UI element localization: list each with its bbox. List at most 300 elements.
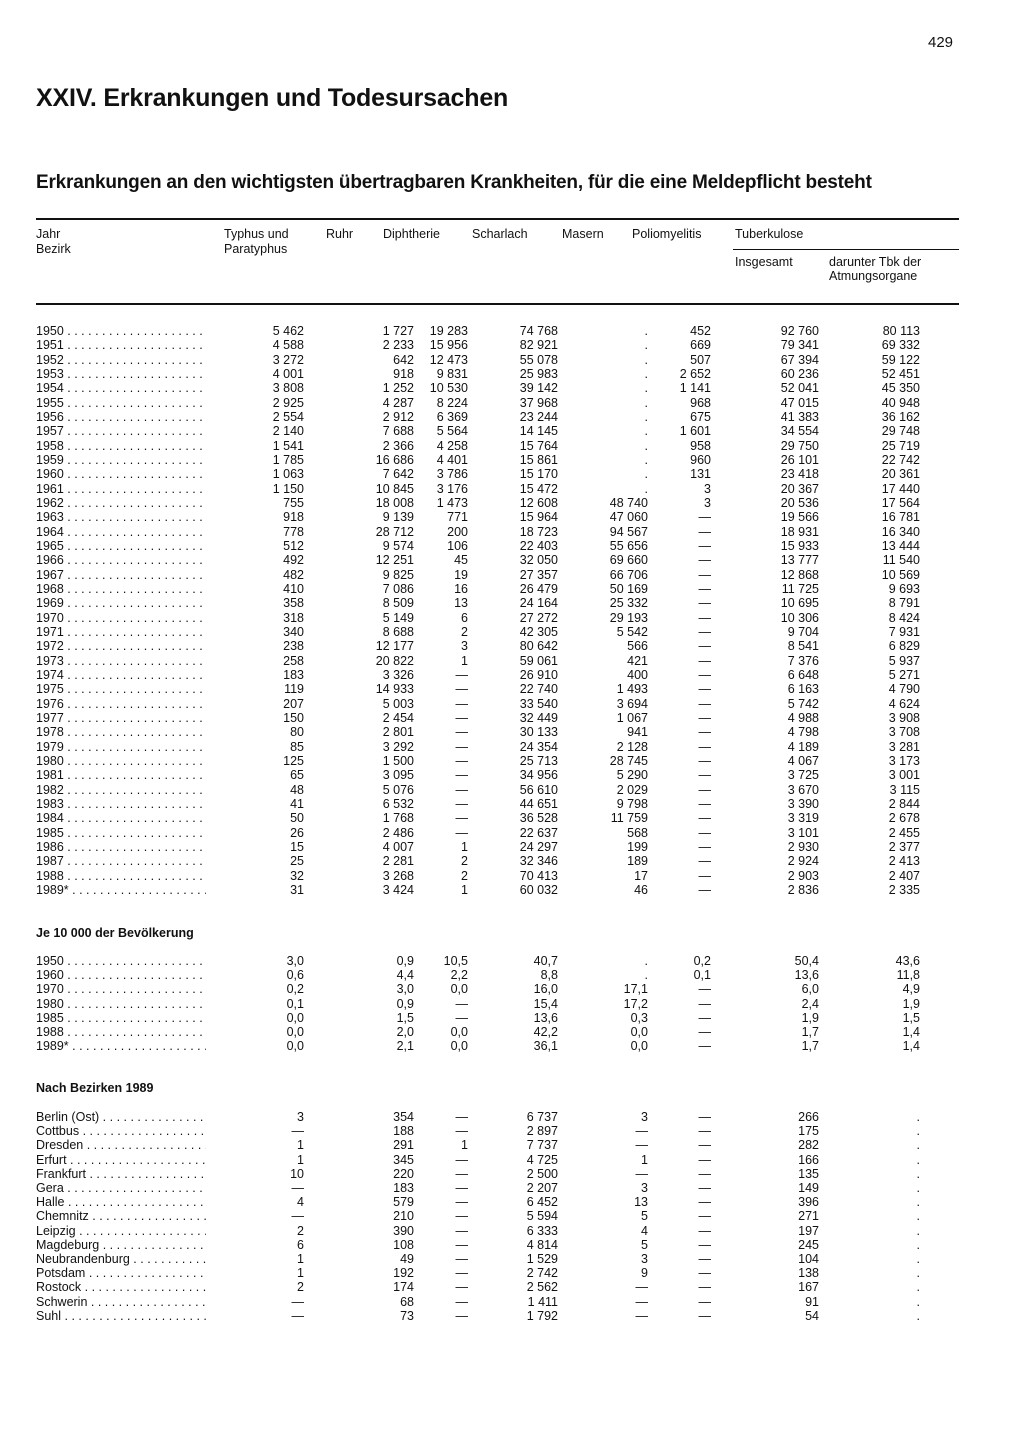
row-label: 1984 . . . (36, 811, 206, 825)
table-cell: 3,0 (286, 954, 304, 968)
table-cell: 85 (290, 739, 304, 754)
table-cell: 27 357 (519, 567, 558, 582)
table-cell: 2,4 (801, 996, 819, 1011)
row-label: 1974 . . . (36, 668, 206, 682)
table-cell: — (698, 1280, 711, 1295)
table-cell: 5 (641, 1237, 648, 1252)
table-cell: 421 (627, 653, 648, 668)
table-cell: — (698, 1025, 711, 1039)
table-cell: 0,2 (693, 954, 711, 968)
table-cell: 6 452 (526, 1195, 558, 1210)
table-cell: 396 (798, 1195, 819, 1210)
table-cell: 2 (297, 1280, 304, 1295)
table-row (36, 1011, 956, 1025)
table-cell: 60 032 (519, 882, 558, 897)
table-cell: 1,4 (902, 1025, 920, 1039)
section-heading-per-10000: Je 10 000 der Bevölkerung (36, 926, 194, 940)
table-cell: 20 367 (780, 481, 819, 496)
table-cell: 69 660 (609, 553, 648, 568)
table-cell: 958 (690, 438, 711, 453)
table-cell: 16 781 (881, 510, 920, 525)
table-cell: . (644, 452, 648, 467)
table-cell: — (698, 982, 711, 997)
table-cell: — (455, 1223, 468, 1238)
table-cell: 3 (641, 1181, 648, 1195)
table-cell: 42,2 (533, 1025, 558, 1039)
table-cell: — (698, 710, 711, 725)
table-cell: — (635, 1124, 648, 1139)
table-cell: — (698, 1010, 711, 1025)
table-cell: — (455, 825, 468, 840)
table-cell: 10 306 (780, 610, 819, 625)
table-row (36, 525, 956, 539)
table-cell: 48 740 (609, 495, 648, 510)
table-cell: 68 (400, 1294, 414, 1309)
table-cell: 5 149 (382, 610, 414, 625)
table-cell: 3 908 (888, 710, 920, 725)
table-cell: — (698, 782, 711, 797)
table-cell: 3 326 (382, 667, 414, 682)
table-row (36, 840, 956, 854)
table-row (36, 596, 956, 610)
table-cell: 48 (290, 782, 304, 797)
table-cell: 42 305 (519, 624, 558, 639)
table-cell: 12 251 (375, 553, 414, 568)
table-row (36, 968, 956, 982)
table-cell: 2 (461, 854, 468, 869)
table-cell: 0,0 (630, 1025, 648, 1039)
table-cell: 5 003 (382, 696, 414, 711)
table-row (36, 1025, 956, 1039)
table-cell: 52 041 (780, 381, 819, 396)
table-cell: 2 366 (382, 438, 414, 453)
table-cell: 642 (393, 352, 414, 367)
table-cell: 13 (634, 1195, 648, 1210)
table-cell: — (455, 1152, 468, 1167)
table-cell: 4 001 (272, 366, 304, 381)
table-cell: 13,6 (794, 968, 819, 983)
table-cell: 19 566 (780, 510, 819, 525)
row-label: 1963 . . . (36, 510, 206, 524)
table-cell: 22 742 (881, 452, 920, 467)
table-cell: 507 (690, 352, 711, 367)
table-cell: . (916, 1294, 920, 1309)
row-label: 1985 . . . (36, 826, 206, 840)
table-cell: — (698, 581, 711, 596)
page-number: 429 (928, 34, 954, 51)
table-cell: 26 479 (519, 581, 558, 596)
table-cell: . (916, 1280, 920, 1295)
tuberkulose-rule (733, 249, 959, 250)
table-row (36, 1266, 956, 1280)
table-row (36, 639, 956, 653)
table-cell: 10,5 (443, 954, 468, 968)
table-cell: . (644, 968, 648, 983)
table-cell: — (698, 1138, 711, 1153)
table-cell: 1 500 (382, 753, 414, 768)
table-cell: 3 (641, 1110, 648, 1124)
table-cell: 125 (283, 753, 304, 768)
table-cell: — (698, 1181, 711, 1195)
row-label: 1973 . . . (36, 654, 206, 668)
table-row (36, 1309, 956, 1323)
table-cell: 3 670 (787, 782, 819, 797)
table-cell: 41 383 (780, 409, 819, 424)
table-cell: . (916, 1237, 920, 1252)
table-cell: 69 332 (881, 338, 920, 353)
table-cell: 266 (798, 1110, 819, 1124)
table-cell: — (698, 567, 711, 582)
table-cell: — (455, 667, 468, 682)
row-label: 1980 . . . (36, 997, 206, 1011)
table-cell: 74 768 (519, 324, 558, 338)
table-cell: 3 101 (787, 825, 819, 840)
table-row (36, 811, 956, 825)
table-cell: 5 564 (436, 424, 468, 439)
table-cell: 106 (447, 538, 468, 553)
table-cell: 11 725 (781, 581, 819, 596)
table-cell: — (698, 596, 711, 611)
header-poliomyelitis: Poliomyelitis (632, 227, 702, 241)
table-cell: 32 346 (519, 854, 558, 869)
table-cell: 220 (393, 1166, 414, 1181)
table-cell: 3 786 (436, 467, 468, 482)
table-cell: — (455, 682, 468, 697)
table-cell: 192 (393, 1266, 414, 1281)
table-cell: 8 424 (888, 610, 920, 625)
table-row (36, 668, 956, 682)
table-cell: — (698, 811, 711, 826)
table-cell: 2 (297, 1223, 304, 1238)
table-cell: 318 (283, 610, 304, 625)
table-cell: 3 319 (787, 811, 819, 826)
table-cell: 23 244 (519, 409, 558, 424)
table-cell: — (291, 1181, 304, 1195)
row-label: Berlin (Ost) . . . (36, 1110, 206, 1124)
table-cell: — (455, 796, 468, 811)
header-bezirk: Bezirk (36, 242, 71, 256)
table-cell: 2 (461, 868, 468, 883)
table-cell: 26 (290, 825, 304, 840)
table-cell: 1 (461, 653, 468, 668)
table-cell: 7 737 (526, 1138, 558, 1153)
table-cell: 6 (461, 610, 468, 625)
table-cell: 9 704 (787, 624, 819, 639)
table-cell: 512 (283, 538, 304, 553)
table-cell: 3 176 (436, 481, 468, 496)
row-label: 1952 . . . (36, 353, 206, 367)
table-cell: 6 333 (526, 1223, 558, 1238)
table-cell: 2 801 (382, 725, 414, 740)
table-cell: 36 528 (519, 811, 558, 826)
table-cell: — (291, 1308, 304, 1323)
table-cell: 17,1 (623, 982, 648, 997)
table-cell: 24 297 (519, 839, 558, 854)
row-label: 1959 . . . (36, 453, 206, 467)
table-cell: 30 133 (519, 725, 558, 740)
table-cell: 1,5 (902, 1010, 920, 1025)
table-cell: 92 760 (780, 324, 819, 338)
table-row (36, 424, 956, 438)
row-label: 1969 . . . (36, 596, 206, 610)
table-cell: 119 (284, 682, 304, 697)
row-label: 1958 . . . (36, 439, 206, 453)
table-cell: 1 (297, 1266, 304, 1281)
table-cell: 1 141 (679, 381, 711, 396)
row-label: 1962 . . . (36, 496, 206, 510)
table-cell: 5 076 (382, 782, 414, 797)
table-cell: 9 693 (888, 581, 920, 596)
table-cell: 3 (297, 1110, 304, 1124)
row-label: 1968 . . . (36, 582, 206, 596)
row-label: 1965 . . . (36, 539, 206, 553)
table-cell: 2 (461, 624, 468, 639)
table-cell: — (698, 739, 711, 754)
table-cell: 566 (627, 639, 648, 654)
table-cell: 20 361 (881, 467, 920, 482)
table-row (36, 768, 956, 782)
table-cell: — (455, 1209, 468, 1224)
table-cell: 0,3 (630, 1010, 648, 1025)
table-cell: 1,9 (902, 996, 920, 1011)
table-cell: . (644, 954, 648, 968)
table-row (36, 1238, 956, 1252)
table-cell: 340 (283, 624, 304, 639)
table-row (36, 1224, 956, 1238)
table-cell: 18 008 (375, 495, 414, 510)
table-row (36, 711, 956, 725)
table-cell: 482 (283, 567, 304, 582)
table-row (36, 1295, 956, 1309)
row-label: 1977 . . . (36, 711, 206, 725)
table-cell: 55 078 (519, 352, 558, 367)
table-cell: 1 601 (679, 424, 711, 439)
table-cell: 4 258 (436, 438, 468, 453)
table-cell: 2 377 (888, 839, 920, 854)
table-cell: 17 440 (881, 481, 920, 496)
table-cell: 3 (704, 481, 711, 496)
row-label: 1967 . . . (36, 568, 206, 582)
table-cell: — (635, 1166, 648, 1181)
table-cell: 345 (393, 1152, 414, 1167)
table-row (36, 754, 956, 768)
table-cell: 1,7 (801, 1025, 819, 1039)
table-row (36, 797, 956, 811)
table-cell: 150 (283, 710, 304, 725)
row-label: 1972 . . . (36, 639, 206, 653)
table-cell: 5 271 (888, 667, 920, 682)
table-cell: 104 (798, 1252, 819, 1266)
table-cell: . (916, 1138, 920, 1153)
table-cell: 1 (641, 1152, 648, 1167)
table-cell: — (291, 1124, 304, 1139)
table-cell: 28 745 (609, 753, 648, 768)
table-row (36, 997, 956, 1011)
table-cell: — (698, 696, 711, 711)
table-cell: — (291, 1294, 304, 1309)
row-label: Cottbus . . . (36, 1124, 206, 1138)
table-row (36, 883, 956, 897)
table-cell: 3 095 (382, 768, 414, 783)
table-cell: . (916, 1166, 920, 1181)
table-cell: — (291, 1209, 304, 1224)
table-cell: 1 150 (272, 481, 304, 496)
table-cell: . (644, 381, 648, 396)
row-label: 1953 . . . (36, 367, 206, 381)
table-cell: 5 937 (888, 653, 920, 668)
table-cell: . (916, 1209, 920, 1224)
table-row (36, 539, 956, 553)
table-cell: 2 486 (382, 825, 414, 840)
table-cell: 11 540 (882, 553, 920, 568)
row-label: 1988 . . . (36, 1025, 206, 1039)
table-cell: 94 567 (609, 524, 648, 539)
table-cell: 238 (283, 639, 304, 654)
table-cell: 1 (297, 1252, 304, 1266)
table-cell: 91 (805, 1294, 819, 1309)
row-label: 1950 . . . (36, 324, 206, 338)
table-cell: 66 706 (609, 567, 648, 582)
table-top-rule (36, 218, 959, 220)
table-cell: 108 (393, 1237, 414, 1252)
row-label: Rostock . . . (36, 1280, 206, 1294)
table-cell: 6 163 (787, 682, 819, 697)
table-cell: 17 564 (881, 495, 920, 510)
table-header-bottom-rule (36, 303, 959, 305)
table-cell: 12 177 (375, 639, 414, 654)
table-cell: 2 836 (787, 882, 819, 897)
row-label: 1981 . . . (36, 768, 206, 782)
table-cell: 2 912 (382, 409, 414, 424)
table-cell: 2 029 (616, 782, 648, 797)
row-label: Magdeburg . . . (36, 1238, 206, 1252)
table-cell: 7 931 (888, 624, 920, 639)
table-cell: 10 569 (881, 567, 920, 582)
table-cell: 9 139 (382, 510, 414, 525)
table-cell: 11 759 (610, 811, 648, 826)
table-cell: 13 777 (780, 553, 819, 568)
table-cell: 189 (627, 854, 648, 869)
table-cell: 3 424 (382, 882, 414, 897)
table-cell: — (455, 1181, 468, 1195)
table-cell: 7 376 (787, 653, 819, 668)
table-cell: — (698, 510, 711, 525)
chapter-title: XXIV. Erkrankungen und Todesursachen (36, 84, 509, 112)
table-row (36, 1209, 956, 1223)
table-cell: — (698, 753, 711, 768)
table-cell: — (635, 1294, 648, 1309)
table-cell: 36,1 (533, 1039, 558, 1054)
table-cell: 25 332 (609, 596, 648, 611)
table-cell: 5 742 (787, 696, 819, 711)
table-cell: . (916, 1266, 920, 1281)
table-cell: — (698, 725, 711, 740)
table-cell: 31 (290, 882, 304, 897)
table-cell: 0,0 (450, 982, 468, 997)
table-cell: 24 164 (519, 596, 558, 611)
table-cell: 7 642 (382, 467, 414, 482)
table-cell: — (698, 854, 711, 869)
table-cell: 79 341 (780, 338, 819, 353)
table-cell: — (698, 1166, 711, 1181)
table-cell: — (455, 996, 468, 1011)
table-cell: 34 956 (519, 768, 558, 783)
table-cell: — (455, 811, 468, 826)
table-cell: . (916, 1110, 920, 1124)
table-cell: 4 814 (526, 1237, 558, 1252)
table-cell: — (698, 538, 711, 553)
table-cell: — (698, 1223, 711, 1238)
table-cell: 29 193 (609, 610, 648, 625)
table-cell: 492 (283, 553, 304, 568)
table-row (36, 1138, 956, 1152)
table-cell: 3 708 (888, 725, 920, 740)
table-cell: 2 335 (888, 882, 920, 897)
table-cell: 771 (447, 510, 468, 525)
table-cell: 25 (290, 854, 304, 869)
table-cell: 271 (798, 1209, 819, 1224)
table-cell: 6 737 (526, 1110, 558, 1124)
table-cell: 6 532 (382, 796, 414, 811)
row-label: Leipzig . . . (36, 1224, 206, 1238)
table-cell: 43,6 (895, 954, 920, 968)
table-cell: 3 (641, 1252, 648, 1266)
table-cell: 2 562 (526, 1280, 558, 1295)
table-cell: 183 (283, 667, 304, 682)
table-cell: 29 750 (780, 438, 819, 453)
table-cell: 65 (290, 768, 304, 783)
table-cell: 15 (290, 839, 304, 854)
table-cell: 2 652 (679, 366, 711, 381)
table-row (36, 324, 956, 338)
table-row (36, 1252, 956, 1266)
table-cell: — (698, 1237, 711, 1252)
table-cell: . (916, 1252, 920, 1266)
table-cell: 52 451 (881, 366, 920, 381)
table-cell: 0,9 (396, 954, 414, 968)
table-cell: 1 (297, 1138, 304, 1153)
table-cell: 24 354 (519, 739, 558, 754)
table-cell: 47 015 (780, 395, 819, 410)
table-cell: 1 541 (272, 438, 304, 453)
table-cell: — (698, 553, 711, 568)
header-tbk-darunter-line2: Atmungsorgane (829, 269, 918, 283)
table-cell: 197 (798, 1223, 819, 1238)
table-cell: 10 695 (780, 596, 819, 611)
table-cell: 282 (798, 1138, 819, 1153)
header-tbk-darunter-line1: darunter Tbk der (829, 255, 922, 269)
table-cell: 18 931 (780, 524, 819, 539)
table-cell: 1,9 (801, 1010, 819, 1025)
table-cell: 20 536 (780, 495, 819, 510)
table-cell: 44 651 (519, 796, 558, 811)
table-cell: 11,8 (896, 968, 920, 983)
table-cell: 2 903 (787, 868, 819, 883)
table-cell: 67 394 (780, 352, 819, 367)
table-row (36, 682, 956, 696)
table-cell: . (916, 1195, 920, 1210)
section-heading-bezirke: Nach Bezirken 1989 (36, 1081, 154, 1095)
table-cell: 4 (297, 1195, 304, 1210)
row-label: 1982 . . . (36, 783, 206, 797)
table-cell: 33 540 (519, 696, 558, 711)
table-cell: 6 648 (787, 667, 819, 682)
table-cell: 3,0 (396, 982, 414, 997)
header-ruhr: Ruhr (326, 227, 354, 241)
table-cell: 12 868 (780, 567, 819, 582)
table-cell: 13,6 (533, 1010, 558, 1025)
table-cell: 45 350 (881, 381, 920, 396)
